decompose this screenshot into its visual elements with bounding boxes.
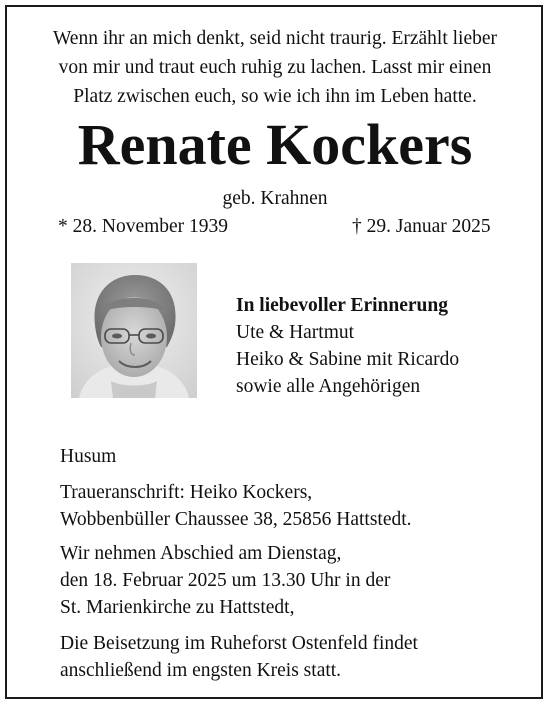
- burial-line: anschließend im engsten Kreis statt.: [60, 660, 342, 681]
- mourner-line: Heiko & Sabine mit Ricardo: [236, 349, 460, 370]
- address-line: Traueranschrift: Heiko Kockers,: [60, 482, 313, 503]
- deceased-name: Renate Kockers: [77, 112, 473, 177]
- remembrance-heading: In liebevoller Erinnerung: [236, 295, 448, 316]
- farewell-line: Wir nehmen Abschied am Dienstag,: [60, 543, 342, 564]
- poem-line: von mir und traut euch ruhig zu lachen. Lasst mir einen: [58, 57, 492, 78]
- birth-date: * 28. November 1939: [58, 216, 229, 237]
- mourner-line: Ute & Hartmut: [236, 322, 355, 343]
- farewell-line: St. Marienkirche zu Hattstedt,: [60, 597, 295, 618]
- portrait-photo: [71, 263, 197, 398]
- burial-info: [60, 630, 418, 684]
- mourning-address: [60, 479, 412, 533]
- born-name: geb. Krahnen: [222, 188, 328, 209]
- farewell-line: den 18. Februar 2025 um 13.30 Uhr in der: [60, 570, 391, 591]
- burial-line: Die Beisetzung im Ruheforst Ostenfeld findet: [60, 633, 418, 654]
- poem-line: Wenn ihr an mich denkt, seid nicht traurig. Erzählt lieber: [52, 28, 498, 49]
- death-date: † 29. Januar 2025: [352, 216, 491, 237]
- place-name: Husum: [60, 446, 117, 467]
- farewell-info: [60, 540, 390, 621]
- mourners-list: [236, 292, 459, 400]
- mourner-line: sowie alle Angehörigen: [236, 376, 421, 397]
- address-line: Wobbenbüller Chaussee 38, 25856 Hattstedt.: [60, 509, 412, 530]
- memorial-poem: [0, 24, 550, 111]
- poem-line: Platz zwischen euch, so wie ich ihn im Leben hatte.: [73, 86, 477, 107]
